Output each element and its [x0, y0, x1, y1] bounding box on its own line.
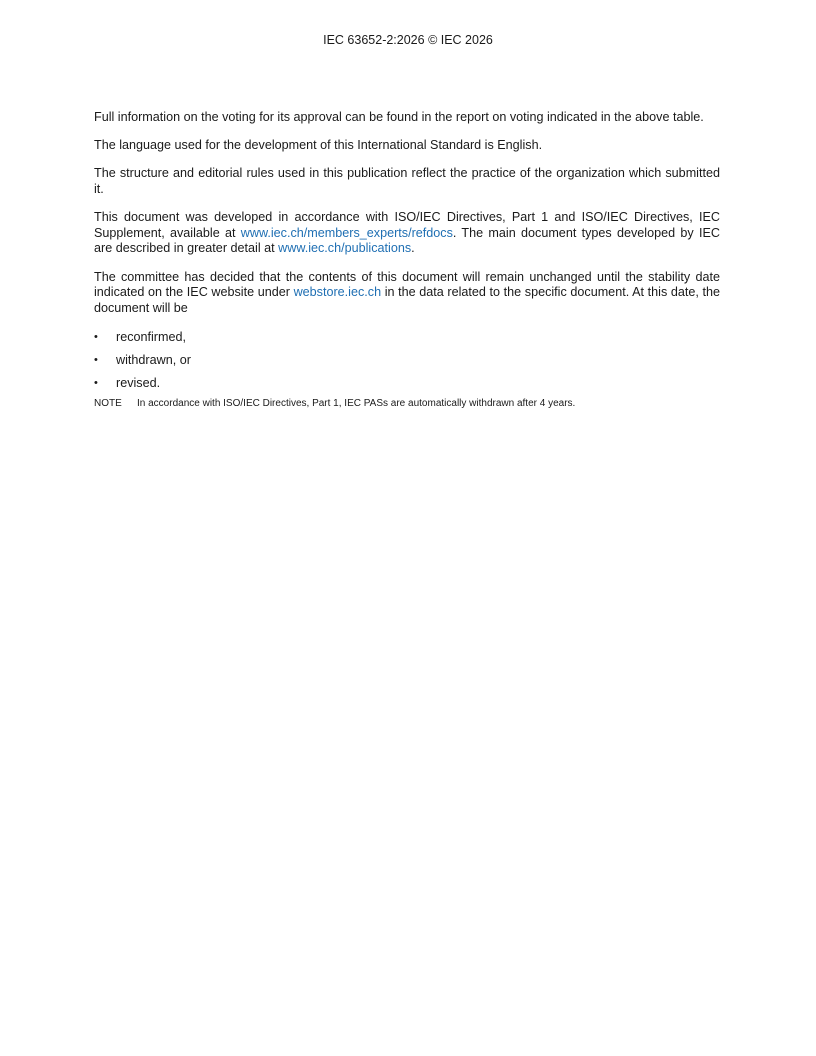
stability-text-start: The committee has decided that the contents of this document will remain unchanged until the stability date indicated on the IEC website under [94, 269, 720, 300]
stability-text-end: in the data related to the specific document. At this date, the document will be [94, 285, 720, 315]
list-item [94, 330, 720, 346]
directives-text-middle: . The main document types developed by IEC are described in greater detail at [94, 225, 720, 256]
paragraph-stability [94, 270, 720, 317]
list-item [94, 353, 720, 369]
directives-text-start: This document was developed in accordance with ISO/IEC Directives, Part 1 and ISO/IEC Directives, IEC Supplement, available at [94, 210, 720, 240]
note-text: In accordance with ISO/IEC Directives, Part 1, IEC PASs are automatically withdrawn after 4 years. [137, 398, 576, 410]
bullet-icon: • [94, 331, 98, 344]
page-header: IEC 63652-2:2026 © IEC 2026 [323, 33, 493, 47]
bullet-icon: • [94, 377, 98, 390]
webstore-link[interactable]: webstore.iec.ch [293, 285, 382, 300]
paragraph-language: The language used for the development of this International Standard is English. [94, 138, 543, 153]
note-label: NOTE [94, 398, 122, 410]
bullet-icon: • [94, 354, 98, 367]
list-item-text: revised. [116, 376, 161, 391]
list-item-text: reconfirmed, [116, 330, 186, 345]
paragraph-voting-info: Full information on the voting for its approval can be found in the report on voting indicated in the above table. [94, 110, 704, 124]
publications-link[interactable]: www.iec.ch/publications [278, 241, 412, 256]
paragraph-editorial-rules: The structure and editorial rules used in this publication reflect the practice of the organization which submitted it. [94, 166, 720, 196]
directives-text-end: . [411, 241, 415, 256]
refdocs-link[interactable]: www.iec.ch/members_experts/refdocs [240, 225, 453, 240]
list-item-text: withdrawn, or [116, 353, 191, 368]
note [94, 398, 720, 410]
document-body [94, 110, 720, 410]
paragraph-directives [94, 210, 720, 257]
outcome-list [94, 330, 720, 392]
list-item [94, 376, 720, 392]
